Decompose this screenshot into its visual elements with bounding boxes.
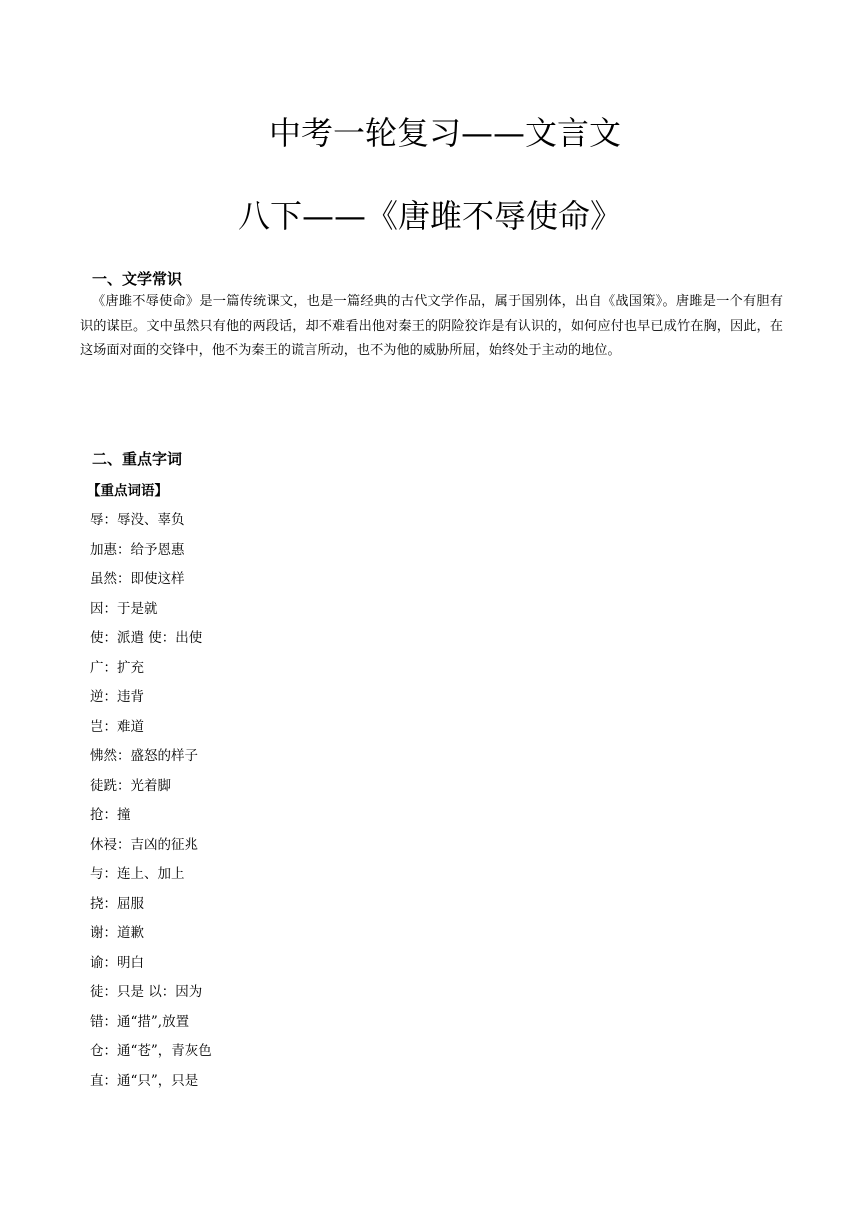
vocab-item: 抢：撞 — [90, 807, 131, 823]
vocab-item: 徒：只是 以：因为 — [90, 984, 203, 1000]
section-heading-literary-knowledge: 一、文学常识 — [92, 270, 183, 288]
vocab-item: 徒跣：光着脚 — [90, 777, 171, 794]
vocab-item: 广：扩充 — [90, 659, 144, 676]
vocab-item: 怫然：盛怒的样子 — [90, 748, 198, 764]
vocab-item: 与：连上、加上 — [90, 866, 185, 882]
page-subtitle: 八下——《唐雎不辱使命》 — [237, 197, 622, 235]
vocab-item: 使：派遣 使：出使 — [90, 630, 203, 646]
vocabulary-list — [90, 510, 212, 1100]
vocab-item: 休祲：吉凶的征兆 — [90, 836, 198, 853]
vocab-item: 直：通“只”，只是 — [90, 1072, 199, 1089]
vocab-item: 因：于是就 — [90, 600, 158, 617]
vocab-item: 错：通“措”,放置 — [90, 1013, 190, 1030]
key-vocabulary-subheading: 【重点词语】 — [87, 483, 168, 499]
vocab-item: 虽然：即使这样 — [90, 571, 185, 587]
section-heading-key-words: 二、重点字词 — [92, 450, 183, 468]
page-title: 中考一轮复习——文言文 — [268, 114, 621, 152]
vocab-item: 仓：通“苍”，青灰色 — [90, 1043, 212, 1059]
vocab-item: 岂：难道 — [90, 718, 144, 735]
literary-knowledge-paragraph: 《唐雎不辱使命》是一篇传统课文，也是一篇经典的古代文学作品，属于国别体，出自《战国策》。唐雎是一个有胆有识的谋臣。文中虽然只有他的两段话，却不难看出他对秦王的阴险狡诈是有认识的，如何应付也早已成竹在胸，因此，在这场面对面的交锋中，他不为秦王的谎言所动，也不为他的威胁所屈，始终处于主动的地位。 — [80, 294, 783, 358]
vocab-item: 逆：违背 — [90, 689, 144, 705]
vocab-item: 谢：道歉 — [90, 925, 144, 941]
vocab-item: 谕：明白 — [90, 954, 144, 971]
vocab-item: 辱：辱没、辜负 — [90, 512, 185, 528]
vocab-item: 加惠：给予恩惠 — [90, 541, 185, 558]
vocab-item: 挠：屈服 — [90, 895, 144, 912]
